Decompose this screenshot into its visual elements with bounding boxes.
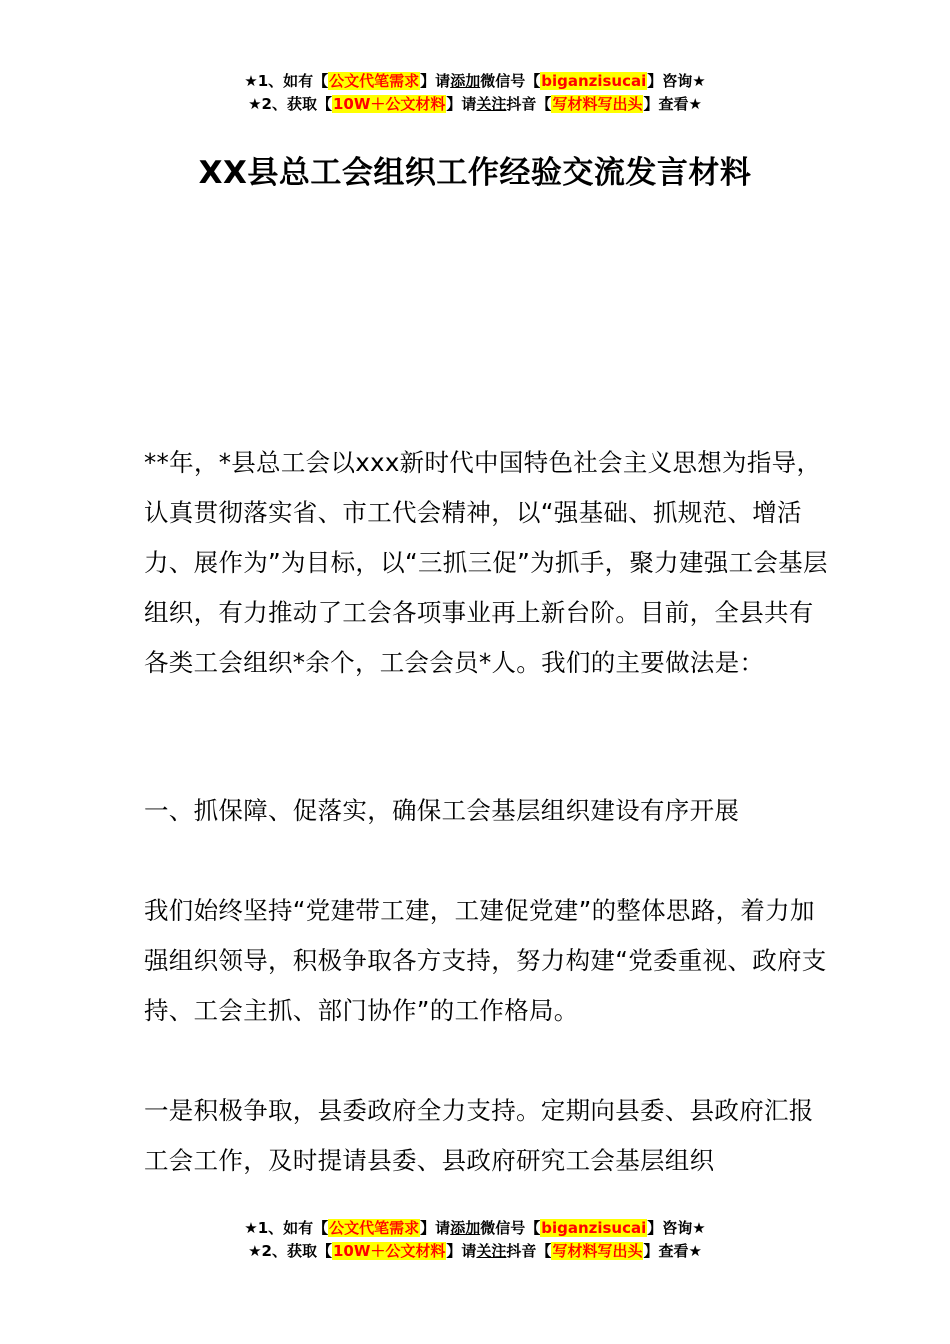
document-title: XX县总工会组织工作经验交流发言材料 — [198, 155, 752, 191]
section-heading-1: 一、抓保障、促落实，确保工会基层组织建设有序开展 — [144, 796, 740, 825]
underline-follow: 关注 — [476, 95, 507, 113]
highlight-douyin-account: 写材料写出头 — [552, 95, 643, 113]
bottom-banner — [0, 1217, 950, 1263]
highlight-service: 公文代笔需求 — [329, 72, 420, 90]
paragraph-section-1: 我们始终坚持“党建带工建，工建促党建”的整体思路，着力加强组织领导，积极争取各方支持，努力构建“党委重视、政府支持、工会主抓、部门协作”的工作格局。 — [144, 896, 827, 1025]
banner-line-2: ★2、获取【10W＋公文材料】请关注抖音【写材料写出头】查看★ — [248, 95, 702, 113]
paragraph-point-1: 一是积极争取，县委政府全力支持。定期向县委、县政府汇报工会工作，及时提请县委、县政府研究工会基层组织 — [144, 1096, 814, 1175]
banner-line-2: ★2、获取【10W＋公文材料】请关注抖音【写材料写出头】查看★ — [248, 1242, 702, 1260]
underline-add: 添加 — [450, 72, 481, 90]
highlight-wechat-id: biganzisucai — [541, 1219, 647, 1237]
banner-line-1: ★1、如有【公文代笔需求】请添加微信号【biganzisucai】咨询★ — [244, 1219, 706, 1237]
highlight-materials: 10W＋公文材料 — [332, 95, 446, 113]
top-banner — [0, 70, 950, 116]
highlight-materials: 10W＋公文材料 — [332, 1242, 446, 1260]
paragraph-intro: **年，*县总工会以xxx新时代中国特色社会主义思想为指导，认真贯彻落实省、市工代会精神，以“强基础、抓规范、增活力、展作为”为目标，以“三抓三促”为抓手，聚力建强工会基层组织，有力推动了工会各项事业再上新台阶。目前，全县共有各类工会组织*余个，工会会员*人。我们的主要做法是： — [144, 448, 828, 677]
highlight-douyin-account: 写材料写出头 — [552, 1242, 643, 1260]
banner-line-1: ★1、如有【公文代笔需求】请添加微信号【biganzisucai】咨询★ — [244, 72, 706, 90]
underline-follow: 关注 — [476, 1242, 507, 1260]
highlight-wechat-id: biganzisucai — [541, 72, 647, 90]
highlight-service: 公文代笔需求 — [329, 1219, 420, 1237]
underline-add: 添加 — [450, 1219, 481, 1237]
